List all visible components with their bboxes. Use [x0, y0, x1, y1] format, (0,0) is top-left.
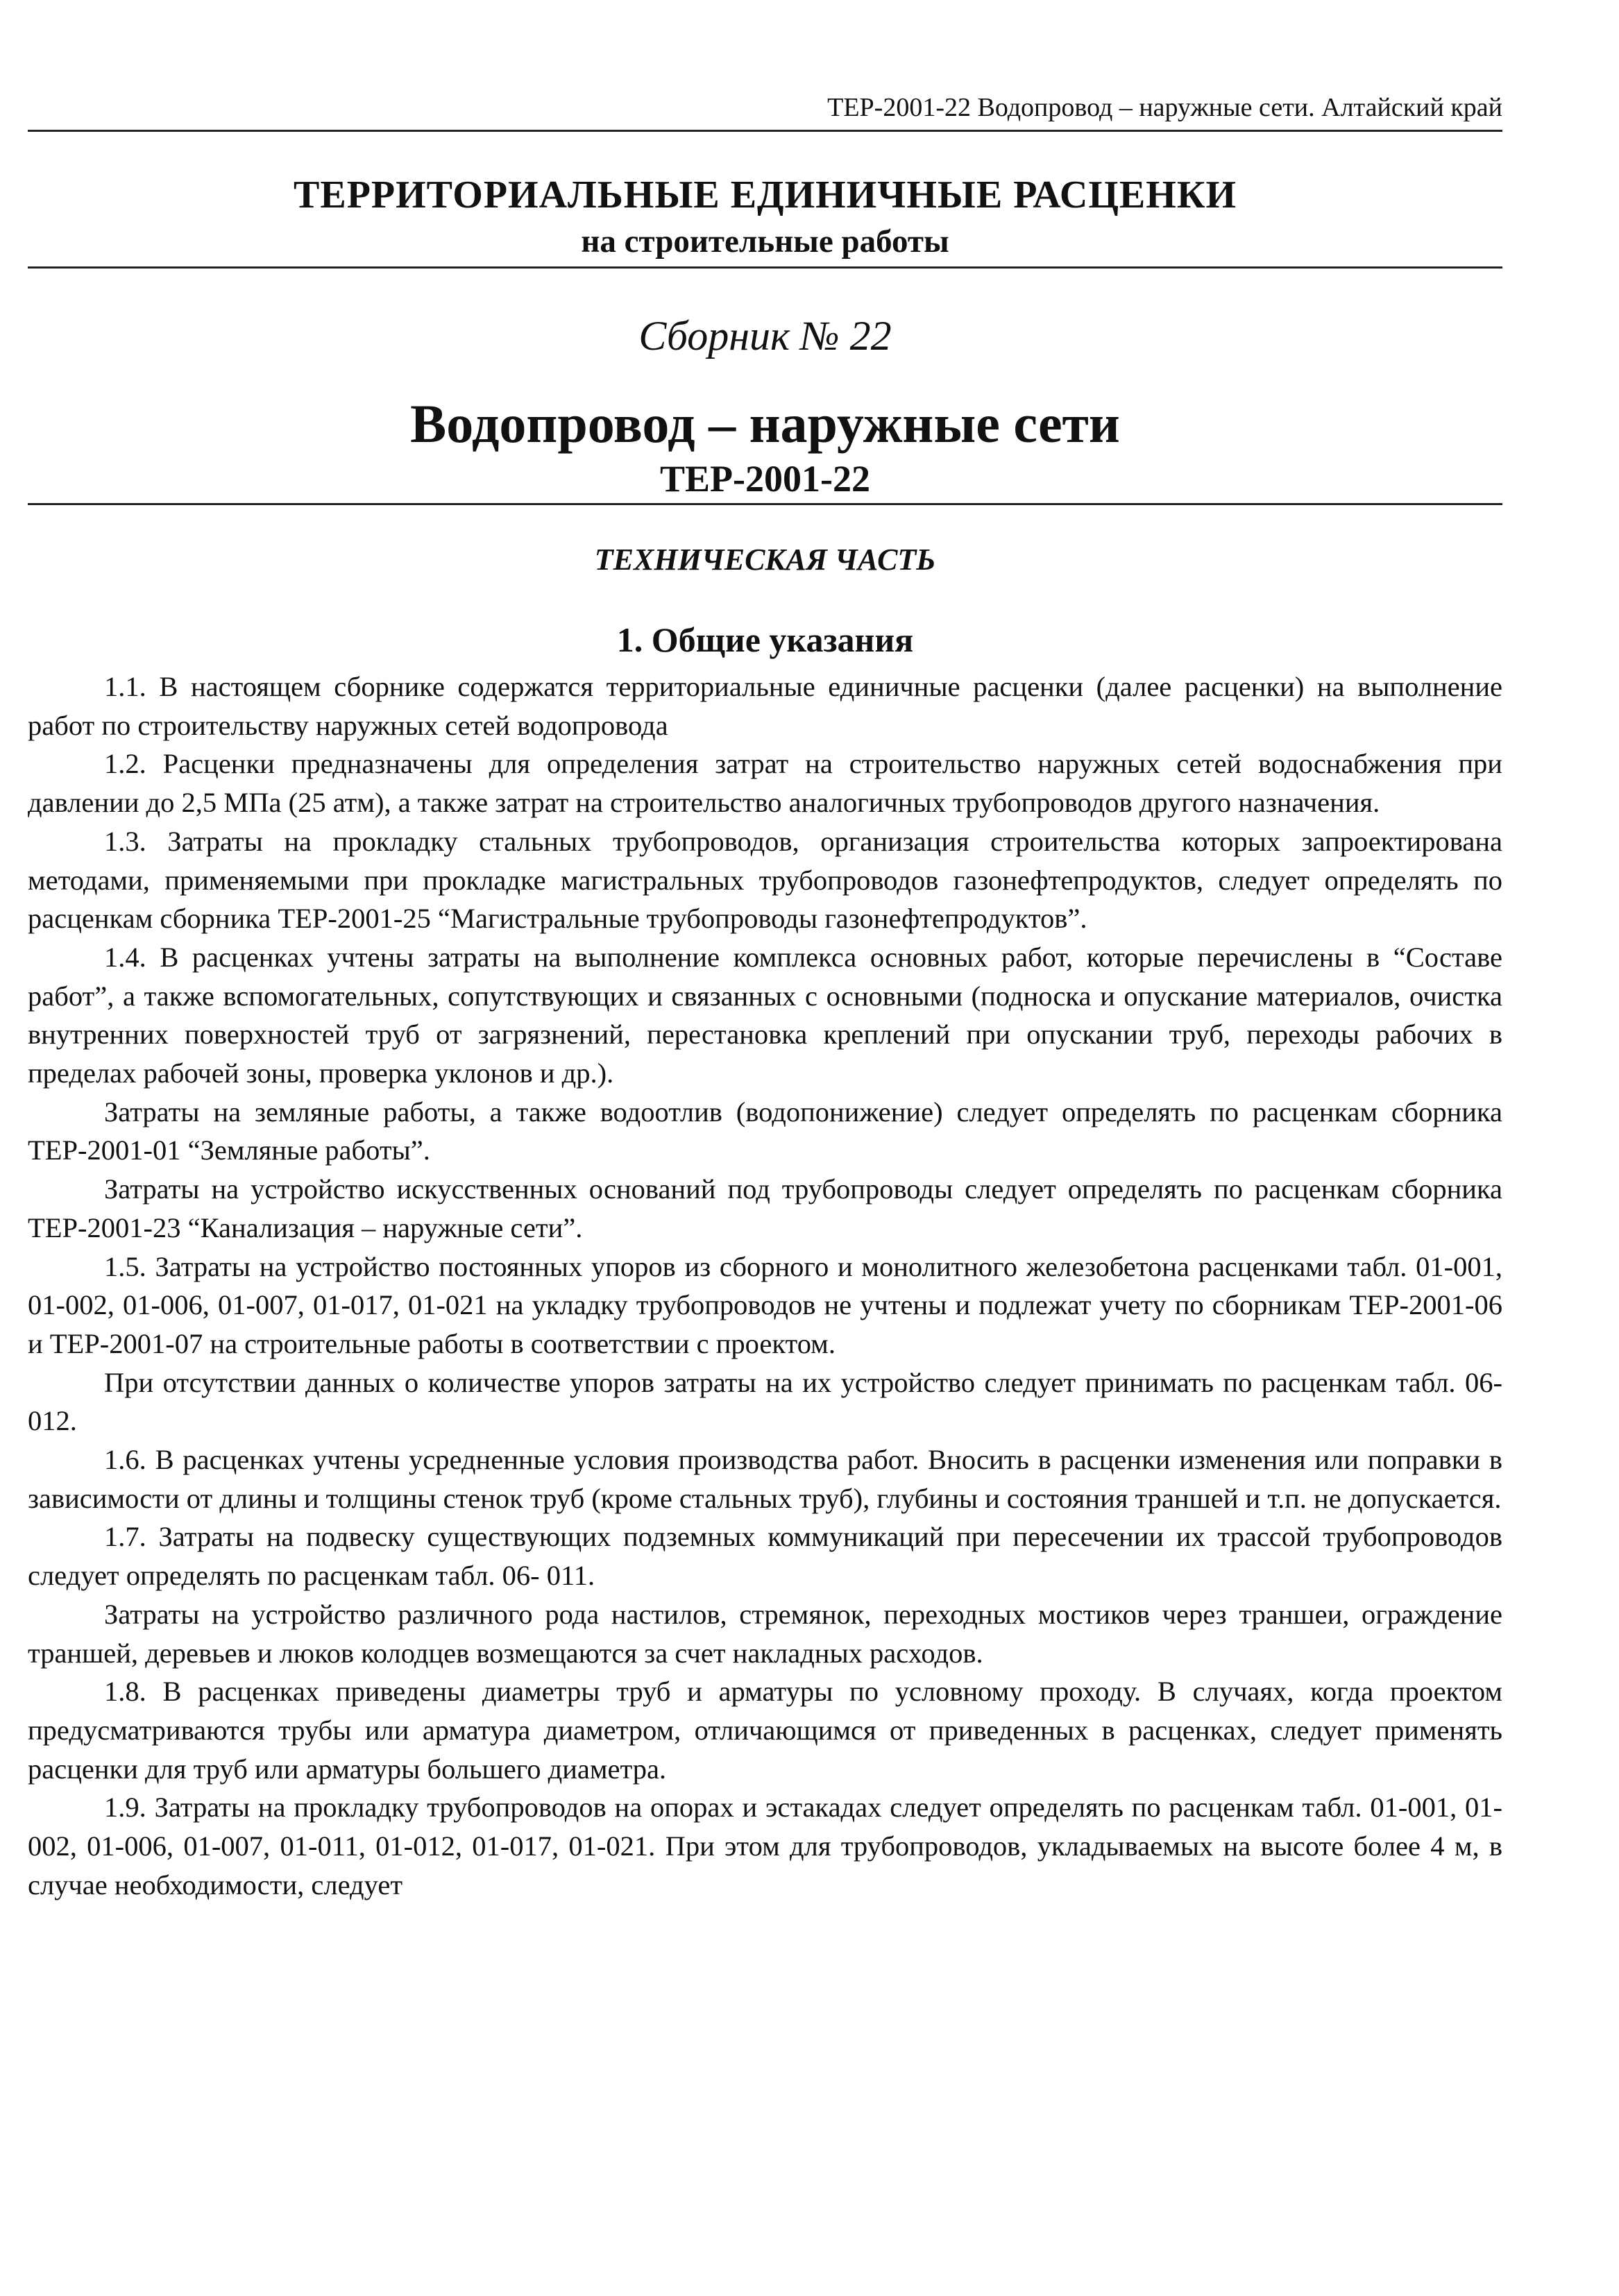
collection-number: Сборник № 22: [638, 313, 892, 359]
paragraph-earthworks: Затраты на земляные работы, а также водоотлив (водопонижение) следует определять по расценкам сборника ТЕР-2001-01 “Земляные работы”.: [28, 1096, 1502, 1166]
sub-title: на строительные работы: [581, 223, 949, 260]
title-rule: [28, 266, 1502, 269]
section-title: 1. Общие указания: [616, 620, 914, 659]
paragraph-1-6: 1.6. В расценках учтены усредненные условия производства работ. Вносить в расценки изменения или поправки в зависимости от длины и толщины стенок труб (кроме стальных труб), глубины и состояния траншей и т.п. не допускается.: [28, 1444, 1502, 1514]
paragraph-1-4: 1.4. В расценках учтены затраты на выполнение комплекса основных работ, которые перечислены в “Составе работ”, а также вспомогательных, сопутствующих и связанных с основными (подноска и опускание материалов, очистка внутренних поверхностей труб от загрязнений, перестановка креплений при опускании труб, переходы рабочих в пределах рабочей зоны, проверка уклонов и др.).: [28, 941, 1502, 1089]
document-rule: [28, 503, 1502, 505]
paragraph-1-3: 1.3. Затраты на прокладку стальных трубопроводов, организация строительства которых запроектирована методами, применяемыми при прокладке магистральных трубопроводов газонефтепродуктов, следует определять по расценкам сборника ТЕР-2001-25 “Магистральные трубопроводы газонефтепродуктов”.: [28, 825, 1502, 935]
paragraph-1-2: 1.2. Расценки предназначены для определения затрат на строительство наружных сетей водоснабжения при давлении до 2,5 МПа (25 атм), а также затрат на строительство аналогичных трубопроводов другого назначения.: [28, 748, 1502, 819]
paragraph-overhead: Затраты на устройство различного рода настилов, стремянок, переходных мостиков через траншеи, ограждение траншей, деревьев и люков колодцев возмещаются за счет накладных расходов.: [28, 1598, 1502, 1669]
paragraph-supports: При отсутствии данных о количестве упоров затраты на их устройство следует принимать по расценкам табл. 06-012.: [28, 1366, 1502, 1437]
paragraph-foundations: Затраты на устройство искусственных оснований под трубопроводы следует определять по расценкам сборника ТЕР-2001-23 “Канализация – наружные сети”.: [28, 1173, 1502, 1243]
body-text: [28, 667, 1502, 1905]
paragraph-1-1: 1.1. В настоящем сборнике содержатся территориальные единичные расценки (далее расценки) на выполнение работ по строительству наружных сетей водопровода: [28, 671, 1502, 741]
paragraph-1-5: 1.5. Затраты на устройство постоянных упоров из сборного и монолитного железобетона расценками табл. 01-001, 01-002, 01-006, 01-007, 01-017, 01-021 на укладку трубопроводов не учтены и подлежат учету по сборникам ТЕР-2001-06 и ТЕР-2001-07 на строительные работы в соответствии с проектом.: [28, 1250, 1502, 1359]
document-title: Водопровод – наружные сети: [410, 393, 1120, 454]
paragraph-1-7: 1.7. Затраты на подвеску существующих подземных коммуникаций при пересечении их трассой трубопроводов следует определять по расценкам табл. 06- 011.: [28, 1521, 1502, 1592]
running-header: ТЕР-2001-22 Водопровод – наружные сети. Алтайский край: [827, 93, 1502, 122]
header-rule: [28, 130, 1502, 132]
paragraph-1-9: 1.9. Затраты на прокладку трубопроводов на опорах и эстакадах следует определять по расценкам табл. 01-001, 01-002, 01-006, 01-007, 01-011, 01-012, 01-017, 01-021. При этом для трубопроводов, укладываемых на высоте более 4 м, в случае необходимости, следует: [28, 1792, 1502, 1900]
paragraph-1-8: 1.8. В расценках приведены диаметры труб и арматуры по условному проходу. В случаях, когда проектом предусматриваются трубы или арматура диаметром, отличающимся от приведенных в расценках, следует применять расценки для труб или арматуры большего диаметра.: [28, 1676, 1502, 1785]
part-title: ТЕХНИЧЕСКАЯ ЧАСТЬ: [594, 543, 936, 577]
document-code: ТЕР-2001-22: [660, 458, 870, 500]
main-title: ТЕРРИТОРИАЛЬНЫЕ ЕДИНИЧНЫЕ РАСЦЕНКИ: [293, 173, 1237, 216]
